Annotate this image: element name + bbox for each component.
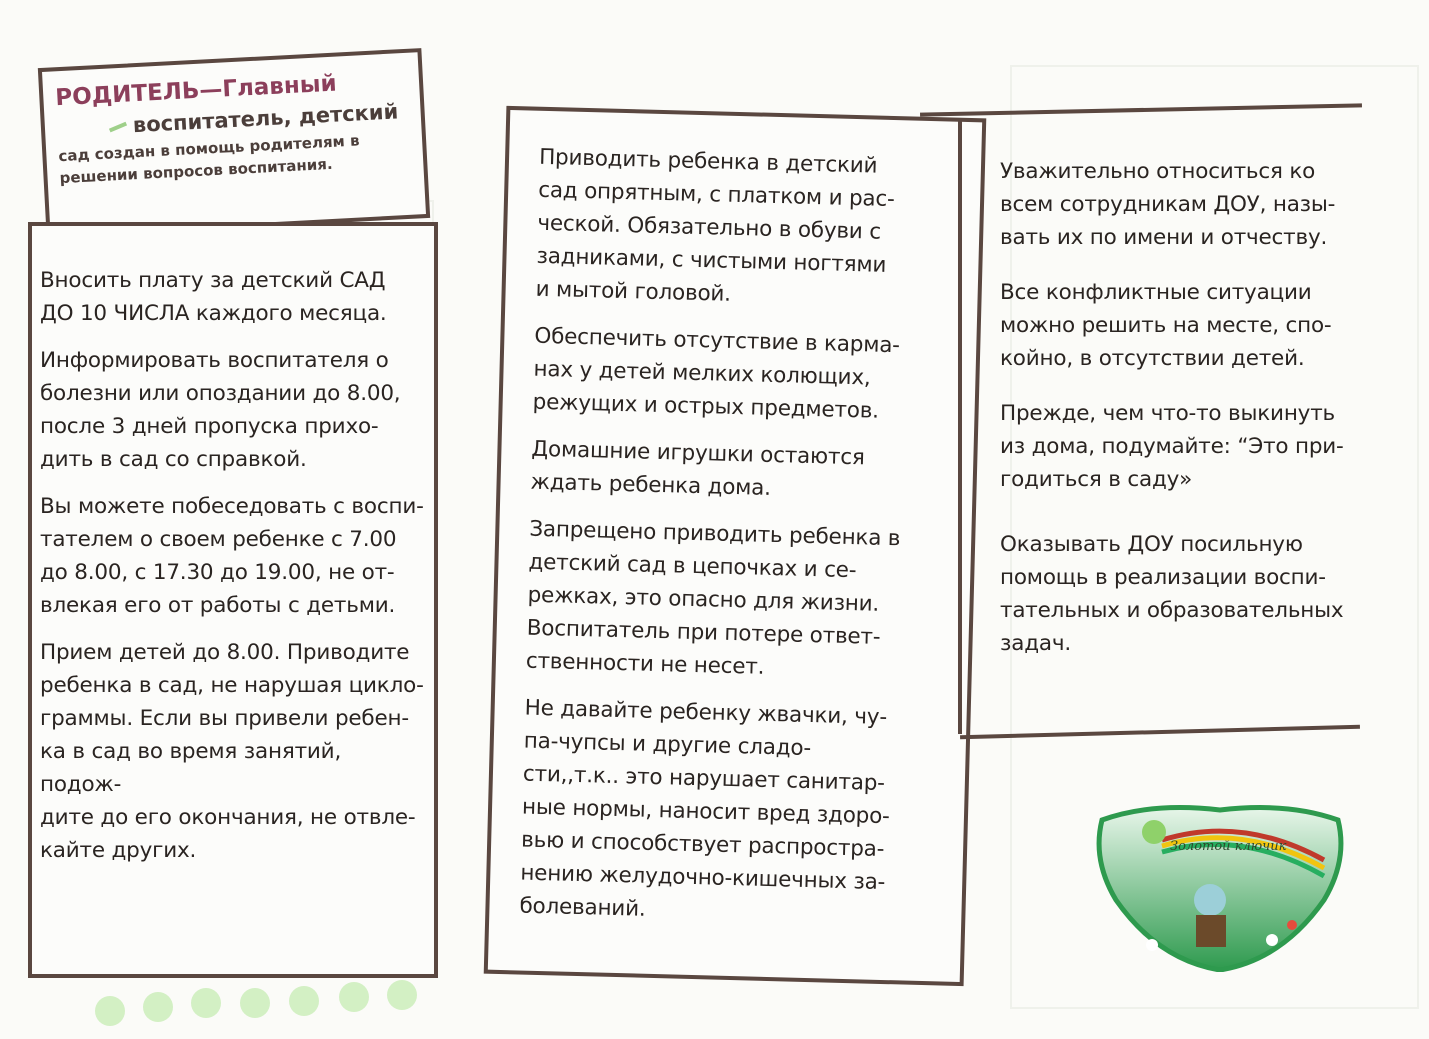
- dot-icon: [240, 988, 270, 1018]
- rules-column-middle: [484, 106, 987, 986]
- rule-paragraph: Приводить ребенка в детский сад опрятным, с платком и рас- ческой. Обязательно в обуви с задниками, с чистыми ногтями и мытой головой.: [535, 144, 895, 307]
- rule-paragraph: Прежде, чем что-то выкинуть из дома, подумайте: “Это при- годиться в саду»: [1000, 401, 1344, 492]
- rule-paragraph: Вы можете побеседовать с воспи- тателем о своем ребенке с 7.00 до 8.00, с 17.30 до 19.00, не от- влекая его от работы с детьми.: [40, 494, 424, 618]
- rule-paragraph: Все конфликтные ситуации можно решить на месте, спо- койно, в отсутствии детей.: [1000, 280, 1332, 371]
- title-box: [38, 48, 430, 238]
- rule-paragraph: Прием детей до 8.00. Приводите ребенка в сад, не нарушая цикло- граммы. Если вы привели ребен- ка в сад во время занятий, подож- дите до его окончания, не отвле- кайте других.: [40, 640, 424, 863]
- dot-icon: [95, 996, 125, 1026]
- rule-paragraph: Уважительно относиться ко всем сотрудникам ДОУ, назы- вать их по имени и отчеству.: [1000, 159, 1336, 250]
- kindergarten-emblem-logo: [1092, 800, 1348, 972]
- dot-icon: [191, 988, 221, 1018]
- dot-icon: [339, 982, 369, 1012]
- title-heading: РОДИТЕЛЬ—Главный: [54, 70, 338, 112]
- rule-paragraph: Домашние игрушки остаются ждать ребенка дома.: [530, 436, 865, 501]
- rule-paragraph: Не давайте ребенку жвачки, чу- па-чупсы и другие сладо- сти,,т.к.. это нарушает санитар- ные нормы, наносит вред здоро- вью и способствует распростра- нению желудочно-кишечных за- болеваний.: [519, 695, 890, 922]
- frame-line: [958, 120, 962, 734]
- rule-paragraph: Запрещено приводить ребенка в детский сад в цепочках и се- режках, это опасно для жизни. Воспитатель при потере ответ- ственности не несет.: [525, 516, 901, 680]
- rule-paragraph: Оказывать ДОУ посильную помощь в реализации воспи- тательных и образовательных задач.: [1000, 532, 1344, 656]
- title-description: сад создан в помощь родителям в решении вопросов воспитания.: [57, 131, 360, 188]
- title-subheading: воспитатель, детский: [132, 99, 399, 138]
- rule-paragraph: Вносить плату за детский САД ДО 10 ЧИСЛА каждого месяца.: [40, 268, 387, 326]
- bullet-icon: [109, 122, 127, 133]
- dot-icon: [387, 980, 417, 1010]
- emblem-title: Золотой ключик: [1170, 839, 1287, 854]
- rule-paragraph: Информировать воспитателя о болезни или опоздании до 8.00, после 3 дней пропуска прихо- дить в сад со справкой.: [40, 348, 401, 472]
- rule-paragraph: Обеспечить отсутствие в карма- нах у детей мелких колющих, режущих и острых предметов.: [532, 323, 901, 424]
- rules-column-left: [28, 222, 438, 978]
- dot-icon: [143, 992, 173, 1022]
- rules-column-right: [1000, 155, 1360, 674]
- dot-icon: [289, 986, 319, 1016]
